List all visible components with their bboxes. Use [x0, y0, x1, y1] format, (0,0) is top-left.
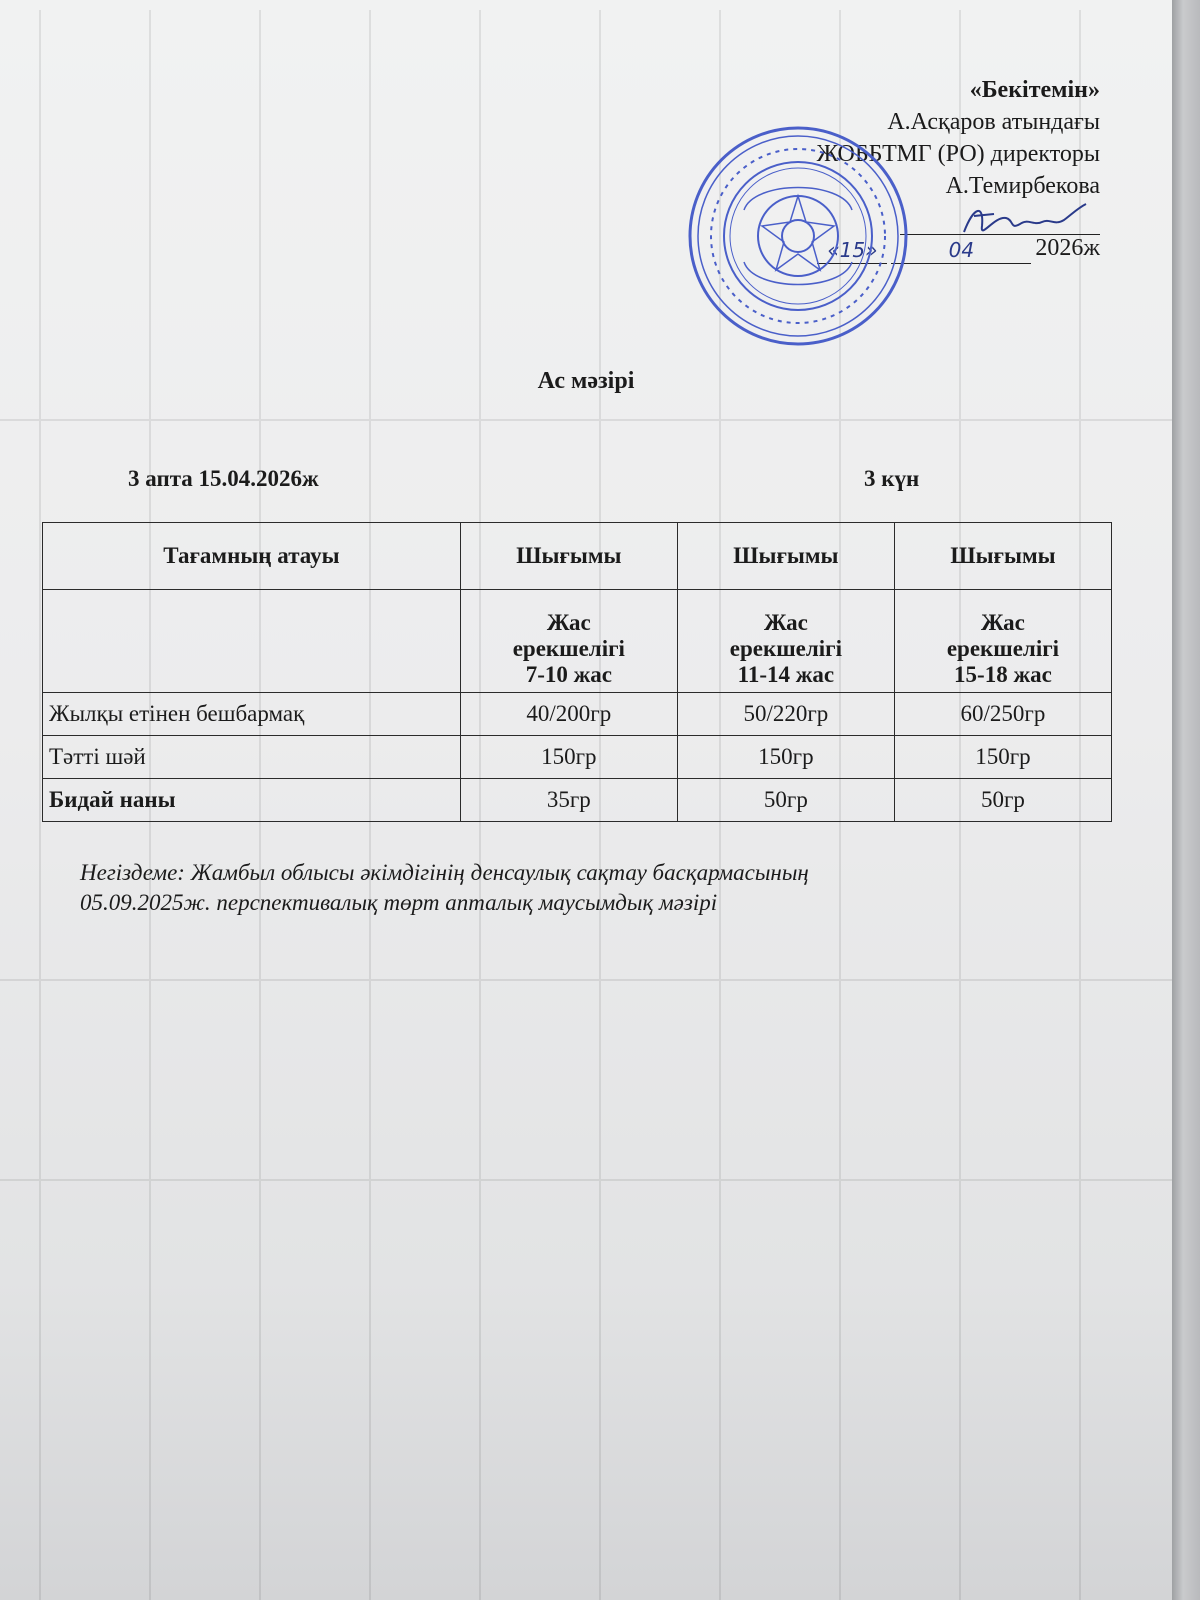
dish-name: Бидай наны	[43, 779, 461, 822]
age-group-label: Жас	[546, 610, 591, 635]
approval-month: 04	[891, 239, 1031, 264]
age-group-15-18	[894, 590, 1111, 693]
approval-director-name: А.Темирбекова	[945, 173, 1100, 199]
age-group-row	[43, 590, 1112, 693]
official-seal-image	[684, 122, 912, 350]
header-portion: Шығымы	[677, 523, 894, 590]
header-dish-name: Тағамның атауы	[43, 523, 461, 590]
portion-value: 50гр	[894, 779, 1111, 822]
desk-edge	[1172, 0, 1200, 1600]
basis-note	[80, 858, 1040, 918]
week-and-date: 3 апта 15.04.2026ж	[128, 466, 319, 491]
age-group-11-14	[677, 590, 894, 693]
age-group-range: 15-18 жас	[954, 662, 1052, 687]
basis-line: 05.09.2025ж. перспективалық төрт апталық маусымдық мәзірі	[80, 890, 718, 915]
header-portion: Шығымы	[894, 523, 1111, 590]
header-portion: Шығымы	[460, 523, 677, 590]
approval-school: А.Асқаров атындағы	[887, 109, 1100, 135]
signature-image	[954, 196, 1094, 244]
approval-year: 2026ж	[1035, 235, 1100, 261]
table-header-row	[43, 523, 1112, 590]
age-group-7-10	[460, 590, 677, 693]
portion-value: 150гр	[894, 736, 1111, 779]
document-title: Ас мәзірі	[537, 368, 635, 394]
approval-day: «15»	[817, 239, 887, 264]
table-row	[43, 779, 1112, 822]
approval-position: ЖОББТМГ (РО) директоры	[816, 141, 1100, 167]
age-group-label: ерекшелігі	[946, 636, 1060, 661]
basis-line: Негіздеме: Жамбыл облысы әкімдігінің денсаулық сақтау басқармасының	[80, 860, 809, 885]
portion-value: 40/200гр	[460, 693, 677, 736]
empty-cell	[43, 590, 461, 693]
day-label: 3 күн	[864, 466, 920, 491]
age-group-range: 11-14 жас	[737, 662, 835, 687]
portion-value: 35гр	[460, 779, 677, 822]
portion-value: 60/250гр	[894, 693, 1111, 736]
menu-table	[42, 522, 1112, 822]
approval-title: «Бекітемін»	[969, 77, 1100, 103]
dish-name: Жылқы етінен бешбармақ	[43, 693, 461, 736]
portion-value: 150гр	[677, 736, 894, 779]
age-group-label: ерекшелігі	[729, 636, 842, 661]
dish-name: Тәтті шәй	[43, 736, 461, 779]
age-group-label: Жас	[981, 610, 1025, 635]
age-group-label: Жас	[763, 610, 808, 635]
portion-value: 50/220гр	[677, 693, 894, 736]
portion-value: 150гр	[460, 736, 677, 779]
table-row	[43, 693, 1112, 736]
table-row	[43, 736, 1112, 779]
age-group-label: ерекшелігі	[512, 636, 625, 661]
age-group-range: 7-10 жас	[525, 662, 612, 687]
portion-value: 50гр	[677, 779, 894, 822]
